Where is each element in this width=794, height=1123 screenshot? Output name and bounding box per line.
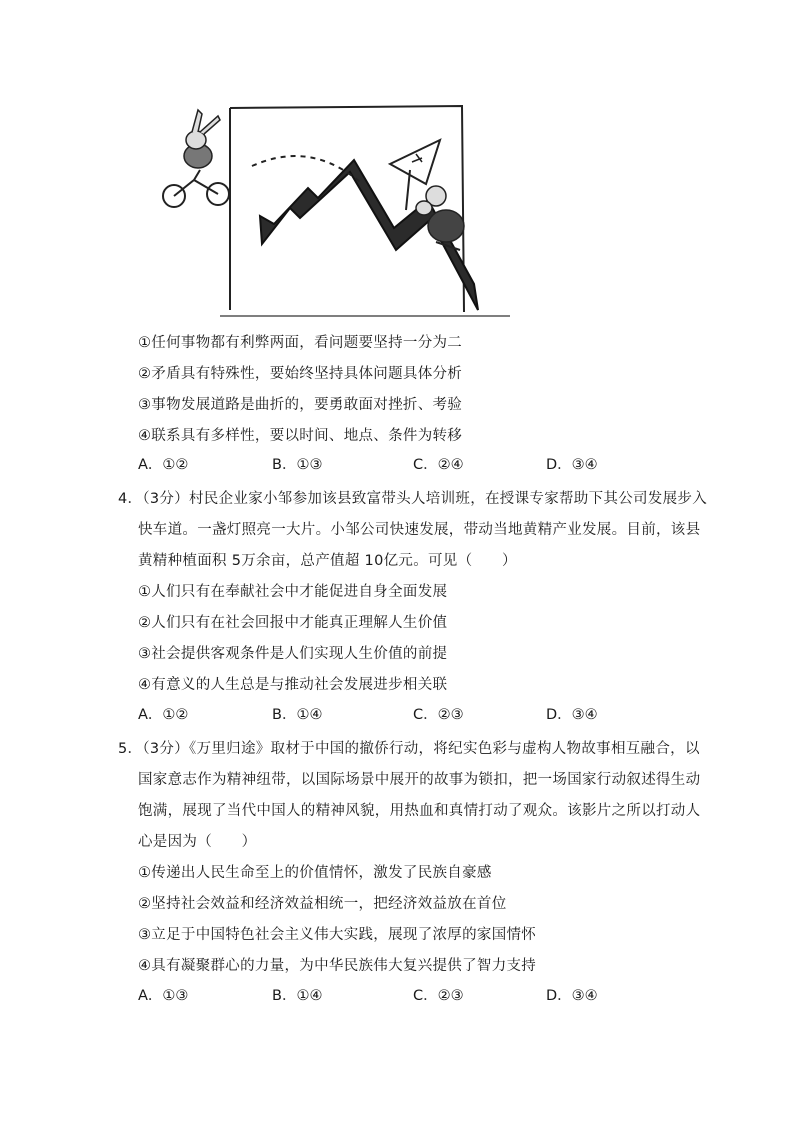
q3-option-d[interactable]: D．③④ — [546, 457, 598, 473]
q5-option-c[interactable]: C．②③ — [413, 988, 464, 1004]
q5-option-a[interactable]: A．①③ — [138, 988, 189, 1004]
q3-statement-1: ①任何事物都有利弊两面，看问题要坚持一分为二 — [138, 335, 463, 351]
q3-options — [138, 455, 658, 475]
q3-statement-3: ③事物发展道路是曲折的，要勇敢面对挫折、考验 — [138, 397, 463, 413]
q4-stem-line-3: 黄精种植面积 5万余亩，总产值超 10亿元。可见（ ） — [138, 553, 517, 569]
q5-stem-line-2: 国家意志作为精神纽带，以国际场景中展开的故事为锁扣，把一场国家行动叙述得生动 — [138, 772, 701, 788]
q3-option-a[interactable]: A．①② — [138, 457, 189, 473]
cartoon-illustration — [160, 100, 512, 320]
q4-option-d[interactable]: D．③④ — [546, 707, 598, 723]
q4-statement-1: ①人们只有在奉献社会中才能促进自身全面发展 — [138, 584, 448, 600]
q5-statement-3: ③立足于中国特色社会主义伟大实践，展现了浓厚的家国情怀 — [138, 927, 537, 943]
q5-statement-4: ④具有凝聚群心的力量，为中华民族伟大复兴提供了智力支持 — [138, 958, 537, 974]
q4-option-c[interactable]: C．②③ — [413, 707, 464, 723]
q4-options — [138, 705, 658, 725]
q3-statement-4: ④联系具有多样性，要以时间、地点、条件为转移 — [138, 428, 463, 444]
rabbit-cyclist-icon — [163, 110, 229, 207]
q3-option-c[interactable]: C．②④ — [413, 457, 464, 473]
q4-option-a[interactable]: A．①② — [138, 707, 189, 723]
q4-stem-line-2: 快车道。一盏灯照亮一大片。小邹公司快速发展，带动当地黄精产业发展。目前，该县 — [138, 522, 701, 538]
q5-options — [138, 986, 658, 1006]
q4-statement-2: ②人们只有在社会回报中才能真正理解人生价值 — [138, 615, 448, 631]
q5-option-d[interactable]: D．③④ — [546, 988, 598, 1004]
q5-option-b[interactable]: B．①④ — [272, 988, 323, 1004]
q4-statement-3: ③社会提供客观条件是人们实现人生价值的前提 — [138, 646, 448, 662]
q4-statement-4: ④有意义的人生总是与推动社会发展进步相关联 — [138, 677, 448, 693]
q5-stem-line-1: 5．（3分）《万里归途》取材于中国的撤侨行动，将纪实色彩与虚构人物故事相互融合，以 — [118, 741, 700, 757]
q5-statement-1: ①传递出人民生命至上的价值情怀，激发了民族自豪感 — [138, 865, 492, 881]
q4-stem-line-1: 4．（3分）村民企业家小邹参加该县致富带头人培训班，在授课专家帮助下其公司发展步入 — [118, 491, 707, 507]
q5-stem-line-3: 饱满，展现了当代中国人的精神风貌，用热血和真情打动了观众。该影片之所以打动人 — [138, 803, 701, 819]
q3-statement-2: ②矛盾具有特殊性，要始终坚持具体问题具体分析 — [138, 366, 463, 382]
q5-statement-2: ②坚持社会效益和经济效益相统一，把经济效益放在首位 — [138, 896, 507, 912]
q3-option-b[interactable]: B．①③ — [272, 457, 323, 473]
q5-stem-line-4: 心是因为（ ） — [138, 834, 257, 850]
q4-option-b[interactable]: B．①④ — [272, 707, 323, 723]
